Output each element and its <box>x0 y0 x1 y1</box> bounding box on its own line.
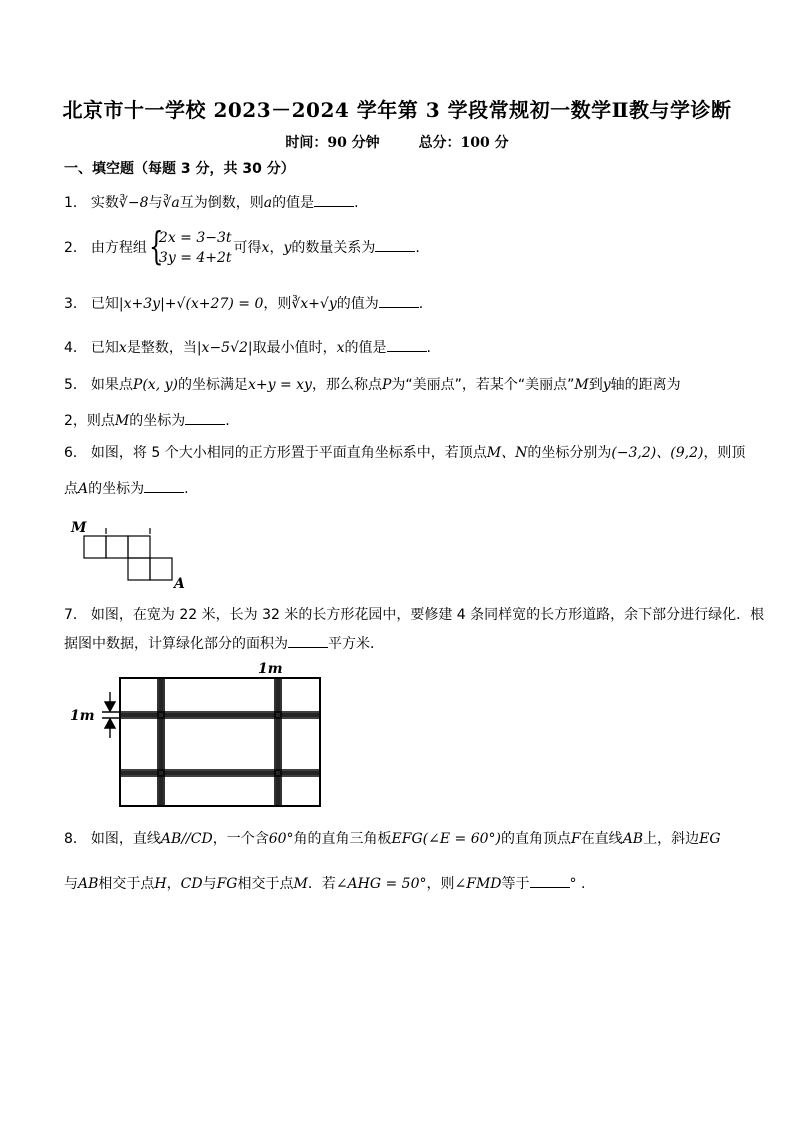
question-text: 相交于点 <box>98 876 155 892</box>
question-text: 平方米． <box>328 636 384 652</box>
question-text: . <box>426 340 431 356</box>
answer-blank[interactable] <box>379 293 419 308</box>
question-text: 的坐标满足 <box>177 377 248 393</box>
exam-time: 时间：90 分钟 <box>285 135 380 151</box>
answer-blank[interactable] <box>387 337 427 352</box>
equation-line: 2x = 3−3t <box>158 230 232 246</box>
answer-blank[interactable] <box>530 873 570 888</box>
square-grid <box>84 536 172 580</box>
question-number: 4． <box>64 340 87 356</box>
question-8-line-2 <box>64 873 585 894</box>
question-text: 等于 <box>501 876 530 892</box>
question-text: 已知 <box>90 296 119 312</box>
math-variable: x <box>118 340 127 356</box>
equation-line: 3y = 4+2t <box>158 250 232 266</box>
question-text: . <box>184 481 189 497</box>
question-text: 可得 <box>233 240 262 256</box>
square <box>128 558 150 580</box>
answer-blank[interactable] <box>144 478 184 493</box>
question-text: 点 <box>64 481 78 497</box>
exam-score: 总分：100 分 <box>418 135 509 151</box>
answer-blank[interactable] <box>185 410 225 425</box>
question-text: ，那么称点 <box>311 377 382 393</box>
math-variable: y <box>283 240 292 256</box>
math-expression: ∛−8 <box>118 195 149 211</box>
math-expression: P(x, y) <box>132 377 178 393</box>
section-heading: 一、填空题（每题 3 分，共 30 分） <box>64 161 295 177</box>
math-variable: CD <box>180 876 203 892</box>
math-expression: |x+3y|+√(x+27) = 0 <box>118 296 264 312</box>
vertex-label-m: M <box>71 520 87 536</box>
question-text: . <box>415 240 420 256</box>
question-text: 的值是 <box>344 340 387 356</box>
question-6-line-2 <box>64 478 189 499</box>
question-text: 与 <box>148 195 163 211</box>
math-expression: |x−5√2| <box>196 340 253 356</box>
question-text: ．若 <box>307 876 336 892</box>
question-7 <box>64 605 764 625</box>
question-text: 取最小值时， <box>252 340 337 356</box>
math-variable: y <box>602 377 611 393</box>
question-text: 的坐标为 <box>88 481 145 497</box>
math-expression: x+y = xy <box>247 377 312 393</box>
garden-outline <box>120 678 320 806</box>
math-variable: H <box>154 876 167 892</box>
question-8 <box>64 829 721 849</box>
question-number: 7． <box>64 607 87 623</box>
math-variable: AB <box>78 876 99 892</box>
dimension-label-top: 1m <box>258 661 283 677</box>
math-variable: M <box>114 413 130 429</box>
question-1 <box>64 192 359 213</box>
question-text: 的值为 <box>336 296 379 312</box>
question-6 <box>64 443 745 463</box>
question-5 <box>64 375 681 395</box>
question-text: 如果点 <box>90 377 133 393</box>
square <box>150 558 172 580</box>
garden-figure <box>68 658 328 818</box>
question-5-line-2 <box>64 410 230 431</box>
question-2 <box>64 224 420 268</box>
question-text: . <box>418 296 424 312</box>
question-text: 相交于点 <box>237 876 294 892</box>
question-text: ， <box>269 240 284 256</box>
answer-blank[interactable] <box>288 633 328 648</box>
math-expression: AB//CD <box>160 831 213 847</box>
road-horizontal <box>120 712 320 776</box>
math-variable: F <box>570 831 581 847</box>
question-text: 在直线 <box>580 831 623 847</box>
question-number: 2． <box>64 240 87 256</box>
question-text: 已知 <box>90 340 119 356</box>
question-text: 上，斜边 <box>643 831 700 847</box>
question-number: 8． <box>64 831 87 847</box>
math-variable: P <box>381 377 392 393</box>
math-variable: a <box>263 195 273 211</box>
question-number: 1． <box>64 195 87 211</box>
math-variable: AB <box>622 831 644 847</box>
road-shading <box>120 678 320 806</box>
vertex-label-a: A <box>174 576 185 592</box>
square <box>106 536 128 558</box>
question-text: ， <box>166 876 181 892</box>
math-variable: M、N <box>486 445 528 461</box>
math-variable: x <box>336 340 345 356</box>
question-4 <box>64 337 431 358</box>
question-text: 的坐标分别为 <box>527 445 612 461</box>
question-text: 如图，在宽为 22 米，长为 32 米的长方形花园中，要修建 4 条同样宽的长方形道路，余下部分进行绿化．根 <box>90 607 765 623</box>
question-text: 由方程组 <box>90 240 147 256</box>
question-text: ° . <box>569 876 586 892</box>
question-7-line-2 <box>64 633 384 654</box>
question-text: ，则 <box>426 876 455 892</box>
page-title: 北京市十一学校 2023－2024 学年第 3 学段常规初一数学Ⅱ教与学诊断 <box>62 98 732 122</box>
math-expression: ∛x+√y <box>291 296 337 312</box>
question-text: 的坐标为 <box>129 413 186 429</box>
math-expression: (−3,2)、(9,2) <box>611 445 704 461</box>
question-text: ，则顶 <box>703 445 746 461</box>
question-text: 的直角顶点 <box>500 831 571 847</box>
math-variable: EG <box>699 831 721 847</box>
question-number: 3． <box>64 296 87 312</box>
question-text: 的值是 <box>272 195 315 211</box>
exam-info <box>0 132 794 152</box>
question-text: 轴的距离为 <box>610 377 681 393</box>
question-text: . <box>225 413 230 429</box>
question-text: 实数 <box>90 195 119 211</box>
question-text: 为“美丽点”，若某个“美丽点” <box>391 377 575 393</box>
question-text: 与 <box>202 876 217 892</box>
math-variable: x <box>261 240 270 256</box>
math-expression: ∠FMD <box>454 876 502 892</box>
question-number: 6． <box>64 445 87 461</box>
math-expression: 60° <box>268 831 294 847</box>
question-text: 角的直角三角板 <box>293 831 392 847</box>
answer-blank[interactable] <box>375 237 415 252</box>
squares-figure <box>70 515 200 590</box>
answer-blank[interactable] <box>314 192 354 207</box>
question-text: ，则 <box>263 296 292 312</box>
question-text: 如图，将 5 个大小相同的正方形置于平面直角坐标系中，若顶点 <box>90 445 487 461</box>
question-number: 5． <box>64 377 87 393</box>
question-text: 到 <box>588 377 603 393</box>
question-text: . <box>354 195 359 211</box>
question-text: 2，则点 <box>64 413 115 429</box>
road-vertical <box>158 678 281 806</box>
math-expression: ∠AHG = 50° <box>335 876 427 892</box>
math-expression: EFG(∠E = 60°) <box>391 831 501 847</box>
question-text: 与 <box>64 876 78 892</box>
square <box>84 536 106 558</box>
math-variable: A <box>78 481 89 497</box>
question-text: 据图中数据，计算绿化部分的面积为 <box>64 636 288 652</box>
question-text: ，一个含 <box>212 831 269 847</box>
question-text: 的数量关系为 <box>291 240 376 256</box>
math-variable: FG <box>216 876 238 892</box>
square <box>128 536 150 558</box>
equation-system <box>148 224 232 268</box>
question-text: 如图，直线 <box>90 831 161 847</box>
question-3 <box>64 293 423 314</box>
question-text: 是整数，当 <box>126 340 197 356</box>
math-variable: M <box>293 876 308 892</box>
question-text: 互为倒数，则 <box>179 195 264 211</box>
left-brace-icon: { <box>148 224 164 268</box>
math-expression: ∛a <box>162 195 180 211</box>
dimension-label-left: 1m <box>70 708 95 724</box>
dimension-arrows <box>102 692 120 738</box>
math-variable: M <box>574 377 589 393</box>
